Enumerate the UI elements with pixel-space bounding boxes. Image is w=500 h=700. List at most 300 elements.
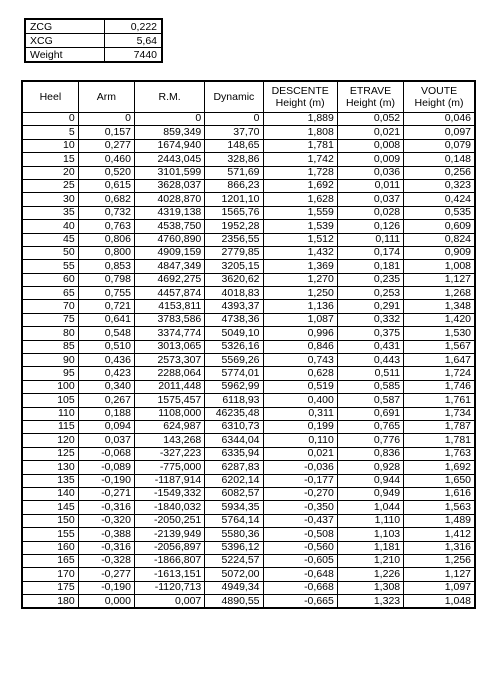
table-row	[22, 273, 475, 286]
summary-value: 0,222	[105, 19, 163, 34]
dynamic-cell: 5049,10	[205, 327, 263, 340]
arm-cell: -0,320	[78, 514, 134, 527]
heel-cell: 125	[22, 447, 78, 460]
etrave-cell: 0,021	[337, 126, 403, 139]
voute-cell: 1,692	[404, 461, 475, 474]
table-row	[22, 193, 475, 206]
heel-cell: 115	[22, 420, 78, 433]
voute-cell: 0,824	[404, 233, 475, 246]
heel-cell: 10	[22, 139, 78, 152]
arm-cell: -0,190	[78, 581, 134, 594]
arm-cell: -0,277	[78, 568, 134, 581]
table-row	[22, 568, 475, 581]
arm-cell: -0,068	[78, 447, 134, 460]
dynamic-cell: 2356,55	[205, 233, 263, 246]
descente-cell: 1,369	[263, 260, 337, 273]
table-row	[22, 340, 475, 353]
heel-cell: 155	[22, 528, 78, 541]
rm-cell: -1187,914	[134, 474, 204, 487]
heel-cell: 160	[22, 541, 78, 554]
table-row	[22, 434, 475, 447]
heel-cell: 50	[22, 246, 78, 259]
rm-cell: 4028,870	[134, 193, 204, 206]
table-row	[22, 474, 475, 487]
table-row	[22, 327, 475, 340]
arm-cell: 0,460	[78, 153, 134, 166]
heel-cell: 15	[22, 153, 78, 166]
arm-cell: 0,188	[78, 407, 134, 420]
rm-cell: 624,987	[134, 420, 204, 433]
heel-cell: 110	[22, 407, 78, 420]
descente-cell: -0,270	[263, 487, 337, 500]
voute-cell: 0,046	[404, 113, 475, 126]
etrave-cell: 0,691	[337, 407, 403, 420]
dynamic-cell: 866,23	[205, 179, 263, 192]
descente-cell: 1,539	[263, 220, 337, 233]
dynamic-cell: 6344,04	[205, 434, 263, 447]
voute-cell: 1,761	[404, 394, 475, 407]
table-row	[22, 380, 475, 393]
heel-cell: 90	[22, 354, 78, 367]
rm-cell: 4760,890	[134, 233, 204, 246]
arm-cell: -0,388	[78, 528, 134, 541]
arm-cell: 0,423	[78, 367, 134, 380]
voute-cell: 1,268	[404, 287, 475, 300]
dynamic-cell: 4393,37	[205, 300, 263, 313]
etrave-cell: 0,443	[337, 354, 403, 367]
dynamic-cell: 2779,85	[205, 246, 263, 259]
table-row	[22, 313, 475, 326]
rm-cell: 3374,774	[134, 327, 204, 340]
voute-cell: 1,348	[404, 300, 475, 313]
rm-cell: 1108,000	[134, 407, 204, 420]
descente-cell: 0,021	[263, 447, 337, 460]
rm-cell: 4457,874	[134, 287, 204, 300]
rm-cell: -2050,251	[134, 514, 204, 527]
rm-cell: -1613,151	[134, 568, 204, 581]
heel-cell: 85	[22, 340, 78, 353]
heel-cell: 70	[22, 300, 78, 313]
etrave-cell: 0,037	[337, 193, 403, 206]
heel-cell: 65	[22, 287, 78, 300]
arm-cell: 0,682	[78, 193, 134, 206]
heel-cell: 40	[22, 220, 78, 233]
heel-cell: 100	[22, 380, 78, 393]
dynamic-cell: 4018,83	[205, 287, 263, 300]
dynamic-cell: 5934,35	[205, 501, 263, 514]
table-row	[22, 153, 475, 166]
header-dynamic: Dynamic	[205, 81, 263, 113]
rm-cell: 0,007	[134, 595, 204, 609]
rm-cell: 143,268	[134, 434, 204, 447]
rm-cell: 4692,275	[134, 273, 204, 286]
descente-cell: 1,781	[263, 139, 337, 152]
table-row	[22, 487, 475, 500]
etrave-cell: 1,181	[337, 541, 403, 554]
table-row	[22, 300, 475, 313]
dynamic-cell: 5326,16	[205, 340, 263, 353]
heel-cell: 60	[22, 273, 78, 286]
voute-cell: 1,420	[404, 313, 475, 326]
rm-cell: 1575,457	[134, 394, 204, 407]
descente-cell: -0,508	[263, 528, 337, 541]
rm-cell: 2011,448	[134, 380, 204, 393]
summary-row	[25, 48, 162, 63]
voute-cell: 1,530	[404, 327, 475, 340]
voute-cell: 1,412	[404, 528, 475, 541]
heel-cell: 130	[22, 461, 78, 474]
heel-cell: 180	[22, 595, 78, 609]
voute-cell: 1,048	[404, 595, 475, 609]
arm-cell: 0,157	[78, 126, 134, 139]
summary-value: 5,64	[105, 34, 163, 48]
dynamic-cell: 6202,14	[205, 474, 263, 487]
arm-cell: 0,510	[78, 340, 134, 353]
voute-cell: 1,127	[404, 568, 475, 581]
descente-cell: 0,519	[263, 380, 337, 393]
arm-cell: 0	[78, 113, 134, 126]
heel-cell: 75	[22, 313, 78, 326]
summary-row	[25, 19, 162, 34]
etrave-cell: 0,431	[337, 340, 403, 353]
etrave-cell: 0,009	[337, 153, 403, 166]
rm-cell: -2139,949	[134, 528, 204, 541]
etrave-cell: 0,235	[337, 273, 403, 286]
descente-cell: 1,889	[263, 113, 337, 126]
voute-cell: 1,256	[404, 554, 475, 567]
dynamic-cell: 6335,94	[205, 447, 263, 460]
voute-cell: 1,567	[404, 340, 475, 353]
heel-cell: 175	[22, 581, 78, 594]
heel-cell: 0	[22, 113, 78, 126]
table-row	[22, 260, 475, 273]
summary-value: 7440	[105, 48, 163, 63]
voute-cell: 0,424	[404, 193, 475, 206]
descente-cell: -0,665	[263, 595, 337, 609]
rm-cell: 859,349	[134, 126, 204, 139]
heel-cell: 95	[22, 367, 78, 380]
descente-cell: 0,400	[263, 394, 337, 407]
arm-cell: 0,000	[78, 595, 134, 609]
arm-cell: -0,190	[78, 474, 134, 487]
header-heel: Heel	[22, 81, 78, 113]
table-row	[22, 581, 475, 594]
arm-cell: 0,763	[78, 220, 134, 233]
descente-cell: 1,728	[263, 166, 337, 179]
etrave-cell: 0,181	[337, 260, 403, 273]
rm-cell: 3101,599	[134, 166, 204, 179]
voute-cell: 1,097	[404, 581, 475, 594]
descente-cell: -0,177	[263, 474, 337, 487]
heel-cell: 80	[22, 327, 78, 340]
dynamic-cell: 6082,57	[205, 487, 263, 500]
descente-cell: 1,742	[263, 153, 337, 166]
table-row	[22, 420, 475, 433]
rm-cell: -1120,713	[134, 581, 204, 594]
voute-cell: 1,489	[404, 514, 475, 527]
descente-cell: -0,605	[263, 554, 337, 567]
voute-cell: 1,746	[404, 380, 475, 393]
descente-cell: 1,628	[263, 193, 337, 206]
voute-cell: 0,909	[404, 246, 475, 259]
arm-cell: -0,316	[78, 501, 134, 514]
voute-cell: 1,127	[404, 273, 475, 286]
voute-cell: 0,097	[404, 126, 475, 139]
arm-cell: 0,732	[78, 206, 134, 219]
voute-cell: 1,647	[404, 354, 475, 367]
dynamic-cell: 571,69	[205, 166, 263, 179]
etrave-cell: 1,103	[337, 528, 403, 541]
voute-cell: 0,323	[404, 179, 475, 192]
table-row	[22, 501, 475, 514]
descente-cell: 1,432	[263, 246, 337, 259]
voute-cell: 1,734	[404, 407, 475, 420]
dynamic-cell: 1952,28	[205, 220, 263, 233]
arm-cell: 0,436	[78, 354, 134, 367]
summary-label: ZCG	[25, 19, 105, 34]
arm-cell: 0,615	[78, 179, 134, 192]
etrave-cell: 0,511	[337, 367, 403, 380]
etrave-cell: 0,944	[337, 474, 403, 487]
descente-cell: 1,270	[263, 273, 337, 286]
voute-cell: 1,616	[404, 487, 475, 500]
dynamic-cell: 5962,99	[205, 380, 263, 393]
descente-cell: 0,199	[263, 420, 337, 433]
summary-label: XCG	[25, 34, 105, 48]
rm-cell: 4847,349	[134, 260, 204, 273]
voute-cell: 1,316	[404, 541, 475, 554]
arm-cell: 0,641	[78, 313, 134, 326]
dynamic-cell: 3620,62	[205, 273, 263, 286]
dynamic-cell: 4890,55	[205, 595, 263, 609]
dynamic-cell: 0	[205, 113, 263, 126]
heel-cell: 25	[22, 179, 78, 192]
table-row	[22, 461, 475, 474]
heel-cell: 35	[22, 206, 78, 219]
rm-cell: -1866,807	[134, 554, 204, 567]
rm-cell: -1840,032	[134, 501, 204, 514]
etrave-cell: 1,210	[337, 554, 403, 567]
etrave-cell: 0,765	[337, 420, 403, 433]
voute-cell: 1,781	[404, 434, 475, 447]
etrave-cell: 0,052	[337, 113, 403, 126]
etrave-cell: 0,253	[337, 287, 403, 300]
arm-cell: 0,721	[78, 300, 134, 313]
arm-cell: 0,277	[78, 139, 134, 152]
table-row	[22, 287, 475, 300]
arm-cell: 0,806	[78, 233, 134, 246]
table-row	[22, 139, 475, 152]
heel-cell: 105	[22, 394, 78, 407]
etrave-cell: 0,174	[337, 246, 403, 259]
rm-cell: 4153,811	[134, 300, 204, 313]
dynamic-cell: 148,65	[205, 139, 263, 152]
etrave-cell: 0,332	[337, 313, 403, 326]
heel-cell: 30	[22, 193, 78, 206]
rm-cell: -775,000	[134, 461, 204, 474]
descente-cell: -0,350	[263, 501, 337, 514]
etrave-cell: 0,036	[337, 166, 403, 179]
arm-cell: 0,853	[78, 260, 134, 273]
heel-cell: 165	[22, 554, 78, 567]
dynamic-cell: 5580,36	[205, 528, 263, 541]
rm-cell: 2573,307	[134, 354, 204, 367]
table-row	[22, 220, 475, 233]
descente-cell: 0,996	[263, 327, 337, 340]
header-voute-height: VOUTE Height (m)	[404, 81, 475, 113]
descente-cell: 1,692	[263, 179, 337, 192]
heel-cell: 5	[22, 126, 78, 139]
voute-cell: 0,079	[404, 139, 475, 152]
table-row	[22, 246, 475, 259]
dynamic-cell: 5774,01	[205, 367, 263, 380]
rm-cell: 2443,045	[134, 153, 204, 166]
heel-cell: 140	[22, 487, 78, 500]
descente-cell: 1,512	[263, 233, 337, 246]
descente-cell: 1,250	[263, 287, 337, 300]
rm-cell: 2288,064	[134, 367, 204, 380]
etrave-cell: 1,323	[337, 595, 403, 609]
descente-cell: -0,036	[263, 461, 337, 474]
voute-cell: 0,535	[404, 206, 475, 219]
descente-cell: 1,087	[263, 313, 337, 326]
etrave-cell: 0,587	[337, 394, 403, 407]
voute-cell: 1,650	[404, 474, 475, 487]
table-row	[22, 541, 475, 554]
voute-cell: 1,787	[404, 420, 475, 433]
voute-cell: 0,148	[404, 153, 475, 166]
summary-label: Weight	[25, 48, 105, 63]
rm-cell: 1674,940	[134, 139, 204, 152]
descente-cell: 0,628	[263, 367, 337, 380]
etrave-cell: 1,226	[337, 568, 403, 581]
rm-cell: 3783,586	[134, 313, 204, 326]
rm-cell: -1549,332	[134, 487, 204, 500]
etrave-cell: 0,111	[337, 233, 403, 246]
rm-cell: 0	[134, 113, 204, 126]
voute-cell: 1,008	[404, 260, 475, 273]
arm-cell: -0,328	[78, 554, 134, 567]
header-descente-height: DESCENTE Height (m)	[263, 81, 337, 113]
header-etrave-height: ETRAVE Height (m)	[337, 81, 403, 113]
rm-cell: -2056,897	[134, 541, 204, 554]
table-row	[22, 407, 475, 420]
dynamic-cell: 6287,83	[205, 461, 263, 474]
table-row	[22, 354, 475, 367]
arm-cell: 0,798	[78, 273, 134, 286]
etrave-cell: 0,928	[337, 461, 403, 474]
summary-table	[24, 18, 163, 63]
etrave-cell: 0,776	[337, 434, 403, 447]
table-row	[22, 206, 475, 219]
arm-cell: 0,340	[78, 380, 134, 393]
dynamic-cell: 5764,14	[205, 514, 263, 527]
table-row	[22, 233, 475, 246]
dynamic-cell: 3205,15	[205, 260, 263, 273]
table-row	[22, 554, 475, 567]
table-row	[22, 179, 475, 192]
descente-cell: -0,560	[263, 541, 337, 554]
rm-cell: -327,223	[134, 447, 204, 460]
dynamic-cell: 1201,10	[205, 193, 263, 206]
table-row	[22, 595, 475, 609]
descente-cell: 0,110	[263, 434, 337, 447]
table-row	[22, 528, 475, 541]
descente-cell: -0,668	[263, 581, 337, 594]
rm-cell: 3628,037	[134, 179, 204, 192]
descente-cell: 1,808	[263, 126, 337, 139]
header-rm: R.M.	[134, 81, 204, 113]
descente-cell: 1,136	[263, 300, 337, 313]
table-row	[22, 367, 475, 380]
rm-cell: 4909,159	[134, 246, 204, 259]
table-row	[22, 113, 475, 126]
etrave-cell: 0,028	[337, 206, 403, 219]
arm-cell: 0,037	[78, 434, 134, 447]
table-row	[22, 394, 475, 407]
etrave-cell: 0,375	[337, 327, 403, 340]
table-row	[22, 126, 475, 139]
dynamic-cell: 4949,34	[205, 581, 263, 594]
rm-cell: 3013,065	[134, 340, 204, 353]
arm-cell: 0,520	[78, 166, 134, 179]
dynamic-cell: 1565,76	[205, 206, 263, 219]
dynamic-cell: 46235,48	[205, 407, 263, 420]
table-row	[22, 166, 475, 179]
etrave-cell: 1,110	[337, 514, 403, 527]
heel-cell: 150	[22, 514, 78, 527]
descente-cell: 0,846	[263, 340, 337, 353]
voute-cell: 0,256	[404, 166, 475, 179]
voute-cell: 1,724	[404, 367, 475, 380]
arm-cell: -0,316	[78, 541, 134, 554]
descente-cell: -0,437	[263, 514, 337, 527]
heel-cell: 170	[22, 568, 78, 581]
arm-cell: 0,755	[78, 287, 134, 300]
heel-cell: 120	[22, 434, 78, 447]
arm-cell: -0,271	[78, 487, 134, 500]
descente-cell: -0,648	[263, 568, 337, 581]
table-row	[22, 447, 475, 460]
summary-row	[25, 34, 162, 48]
rm-cell: 4319,138	[134, 206, 204, 219]
table-header-row	[22, 81, 475, 113]
etrave-cell: 1,044	[337, 501, 403, 514]
descente-cell: 0,743	[263, 354, 337, 367]
arm-cell: 0,800	[78, 246, 134, 259]
dynamic-cell: 5072,00	[205, 568, 263, 581]
heel-cell: 135	[22, 474, 78, 487]
voute-cell: 1,763	[404, 447, 475, 460]
etrave-cell: 1,308	[337, 581, 403, 594]
etrave-cell: 0,126	[337, 220, 403, 233]
dynamic-cell: 6310,73	[205, 420, 263, 433]
etrave-cell: 0,585	[337, 380, 403, 393]
etrave-cell: 0,949	[337, 487, 403, 500]
header-arm: Arm	[78, 81, 134, 113]
heel-cell: 20	[22, 166, 78, 179]
dynamic-cell: 328,86	[205, 153, 263, 166]
descente-cell: 0,311	[263, 407, 337, 420]
stability-table	[21, 80, 476, 609]
dynamic-cell: 6118,93	[205, 394, 263, 407]
dynamic-cell: 5569,26	[205, 354, 263, 367]
rm-cell: 4538,750	[134, 220, 204, 233]
voute-cell: 0,609	[404, 220, 475, 233]
dynamic-cell: 5224,57	[205, 554, 263, 567]
etrave-cell: 0,008	[337, 139, 403, 152]
arm-cell: 0,094	[78, 420, 134, 433]
